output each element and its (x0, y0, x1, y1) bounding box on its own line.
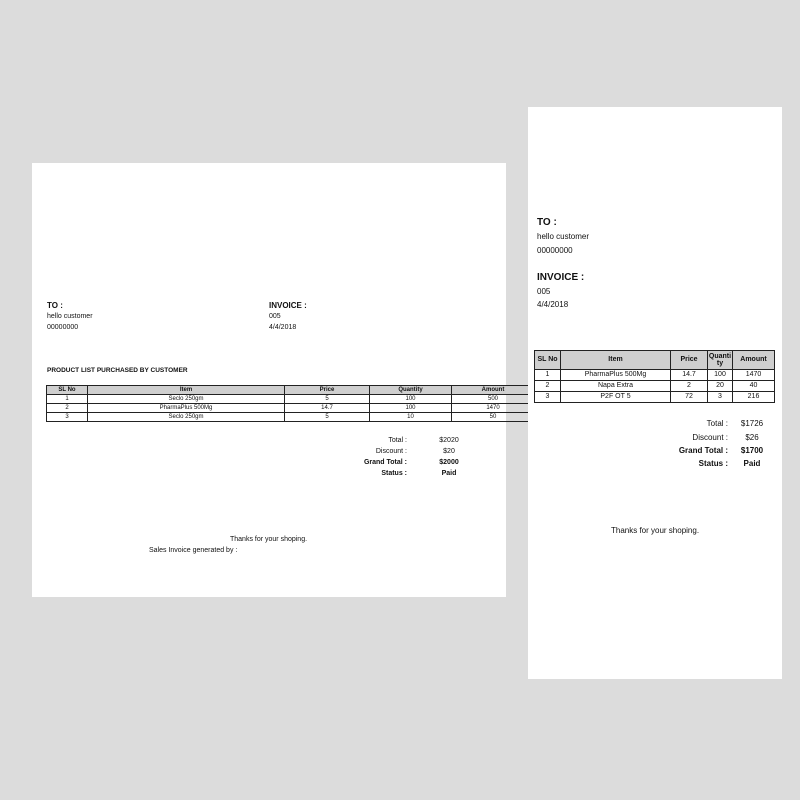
cell: 100 (370, 404, 452, 413)
cell: 2 (535, 381, 561, 392)
cell: PharmaPlus 500Mg (88, 404, 285, 413)
status-label: Status : (381, 470, 407, 477)
cell: 216 (733, 392, 775, 403)
table-row (47, 395, 535, 404)
table-row (535, 381, 775, 392)
cell: 100 (370, 395, 452, 404)
discount-label: Discount : (692, 433, 728, 442)
grand-total-value: $1700 (740, 446, 764, 455)
status-value: Paid (743, 459, 761, 468)
table-row (535, 392, 775, 403)
status-label: Status : (698, 459, 728, 468)
cell: 5 (285, 395, 370, 404)
customer-name: hello customer (47, 313, 93, 320)
grand-total-value: $2000 (439, 459, 459, 466)
product-table (46, 385, 535, 422)
invoice-label: INVOICE : (269, 301, 307, 310)
cell: 5 (285, 413, 370, 422)
discount-value: $26 (745, 433, 759, 442)
cell: 100 (708, 370, 733, 381)
cell: 1 (535, 370, 561, 381)
cell: Seclo 250gm (88, 413, 285, 422)
invoice-number: 005 (537, 287, 551, 296)
customer-name: hello customer (537, 232, 590, 241)
cell: Seclo 250gm (88, 395, 285, 404)
total-value: $2020 (439, 437, 459, 444)
column-header: Item (561, 351, 671, 370)
cell: 500 (452, 395, 535, 404)
total-value: $1726 (740, 419, 764, 428)
column-header: Amount (452, 386, 535, 395)
cell: 2 (671, 381, 708, 392)
invoice-number: 005 (269, 313, 281, 320)
product-table (534, 350, 775, 403)
column-header: SL No (47, 386, 88, 395)
column-header: SL No (535, 351, 561, 370)
grand-total-label: Grand Total : (678, 446, 728, 455)
invoice-date: 4/4/2018 (537, 300, 569, 309)
status-value: Paid (441, 470, 457, 477)
discount-value: $20 (443, 448, 455, 455)
table-row (535, 370, 775, 381)
invoice-date: 4/4/2018 (269, 324, 297, 331)
to-label: TO : (47, 301, 63, 310)
cell: P2F OT 5 (561, 392, 671, 403)
column-header: Quantity (370, 386, 452, 395)
total-label: Total : (706, 419, 728, 428)
discount-label: Discount : (375, 448, 407, 455)
cell: 1 (47, 395, 88, 404)
cell: 20 (708, 381, 733, 392)
cell: 50 (452, 413, 535, 422)
thanks-message: Thanks for your shoping. (230, 536, 308, 543)
cell: 3 (47, 413, 88, 422)
cell: 2 (47, 404, 88, 413)
cell: 3 (535, 392, 561, 403)
cell: Napa Extra (561, 381, 671, 392)
customer-phone: 00000000 (537, 246, 573, 255)
cell: 72 (671, 392, 708, 403)
table-header-row (47, 386, 535, 395)
cell: 40 (733, 381, 775, 392)
table-header-row (535, 351, 775, 370)
cell: 10 (370, 413, 452, 422)
cell: 1470 (733, 370, 775, 381)
customer-phone: 00000000 (47, 324, 79, 331)
table-row (47, 413, 535, 422)
cell: 14.7 (671, 370, 708, 381)
cell: PharmaPlus 500Mg (561, 370, 671, 381)
cell: 14.7 (285, 404, 370, 413)
section-title: PRODUCT LIST PURCHASED BY CUSTOMER (47, 367, 188, 374)
column-header: Price (671, 351, 708, 370)
grand-total-label: Grand Total : (363, 459, 407, 466)
invoice-page-portrait (528, 107, 782, 679)
column-header: Price (285, 386, 370, 395)
invoice-page-landscape (32, 163, 506, 597)
column-header: Item (88, 386, 285, 395)
cell: 1470 (452, 404, 535, 413)
thanks-message: Thanks for your shoping. (611, 526, 700, 535)
column-header: Quantity (708, 351, 733, 370)
column-header: Amount (733, 351, 775, 370)
table-row (47, 404, 535, 413)
cell: 3 (708, 392, 733, 403)
invoice-label: INVOICE : (537, 272, 585, 283)
total-label: Total : (388, 437, 407, 444)
generated-by-label: Sales Invoice generated by : (149, 547, 238, 554)
to-label: TO : (537, 217, 557, 228)
